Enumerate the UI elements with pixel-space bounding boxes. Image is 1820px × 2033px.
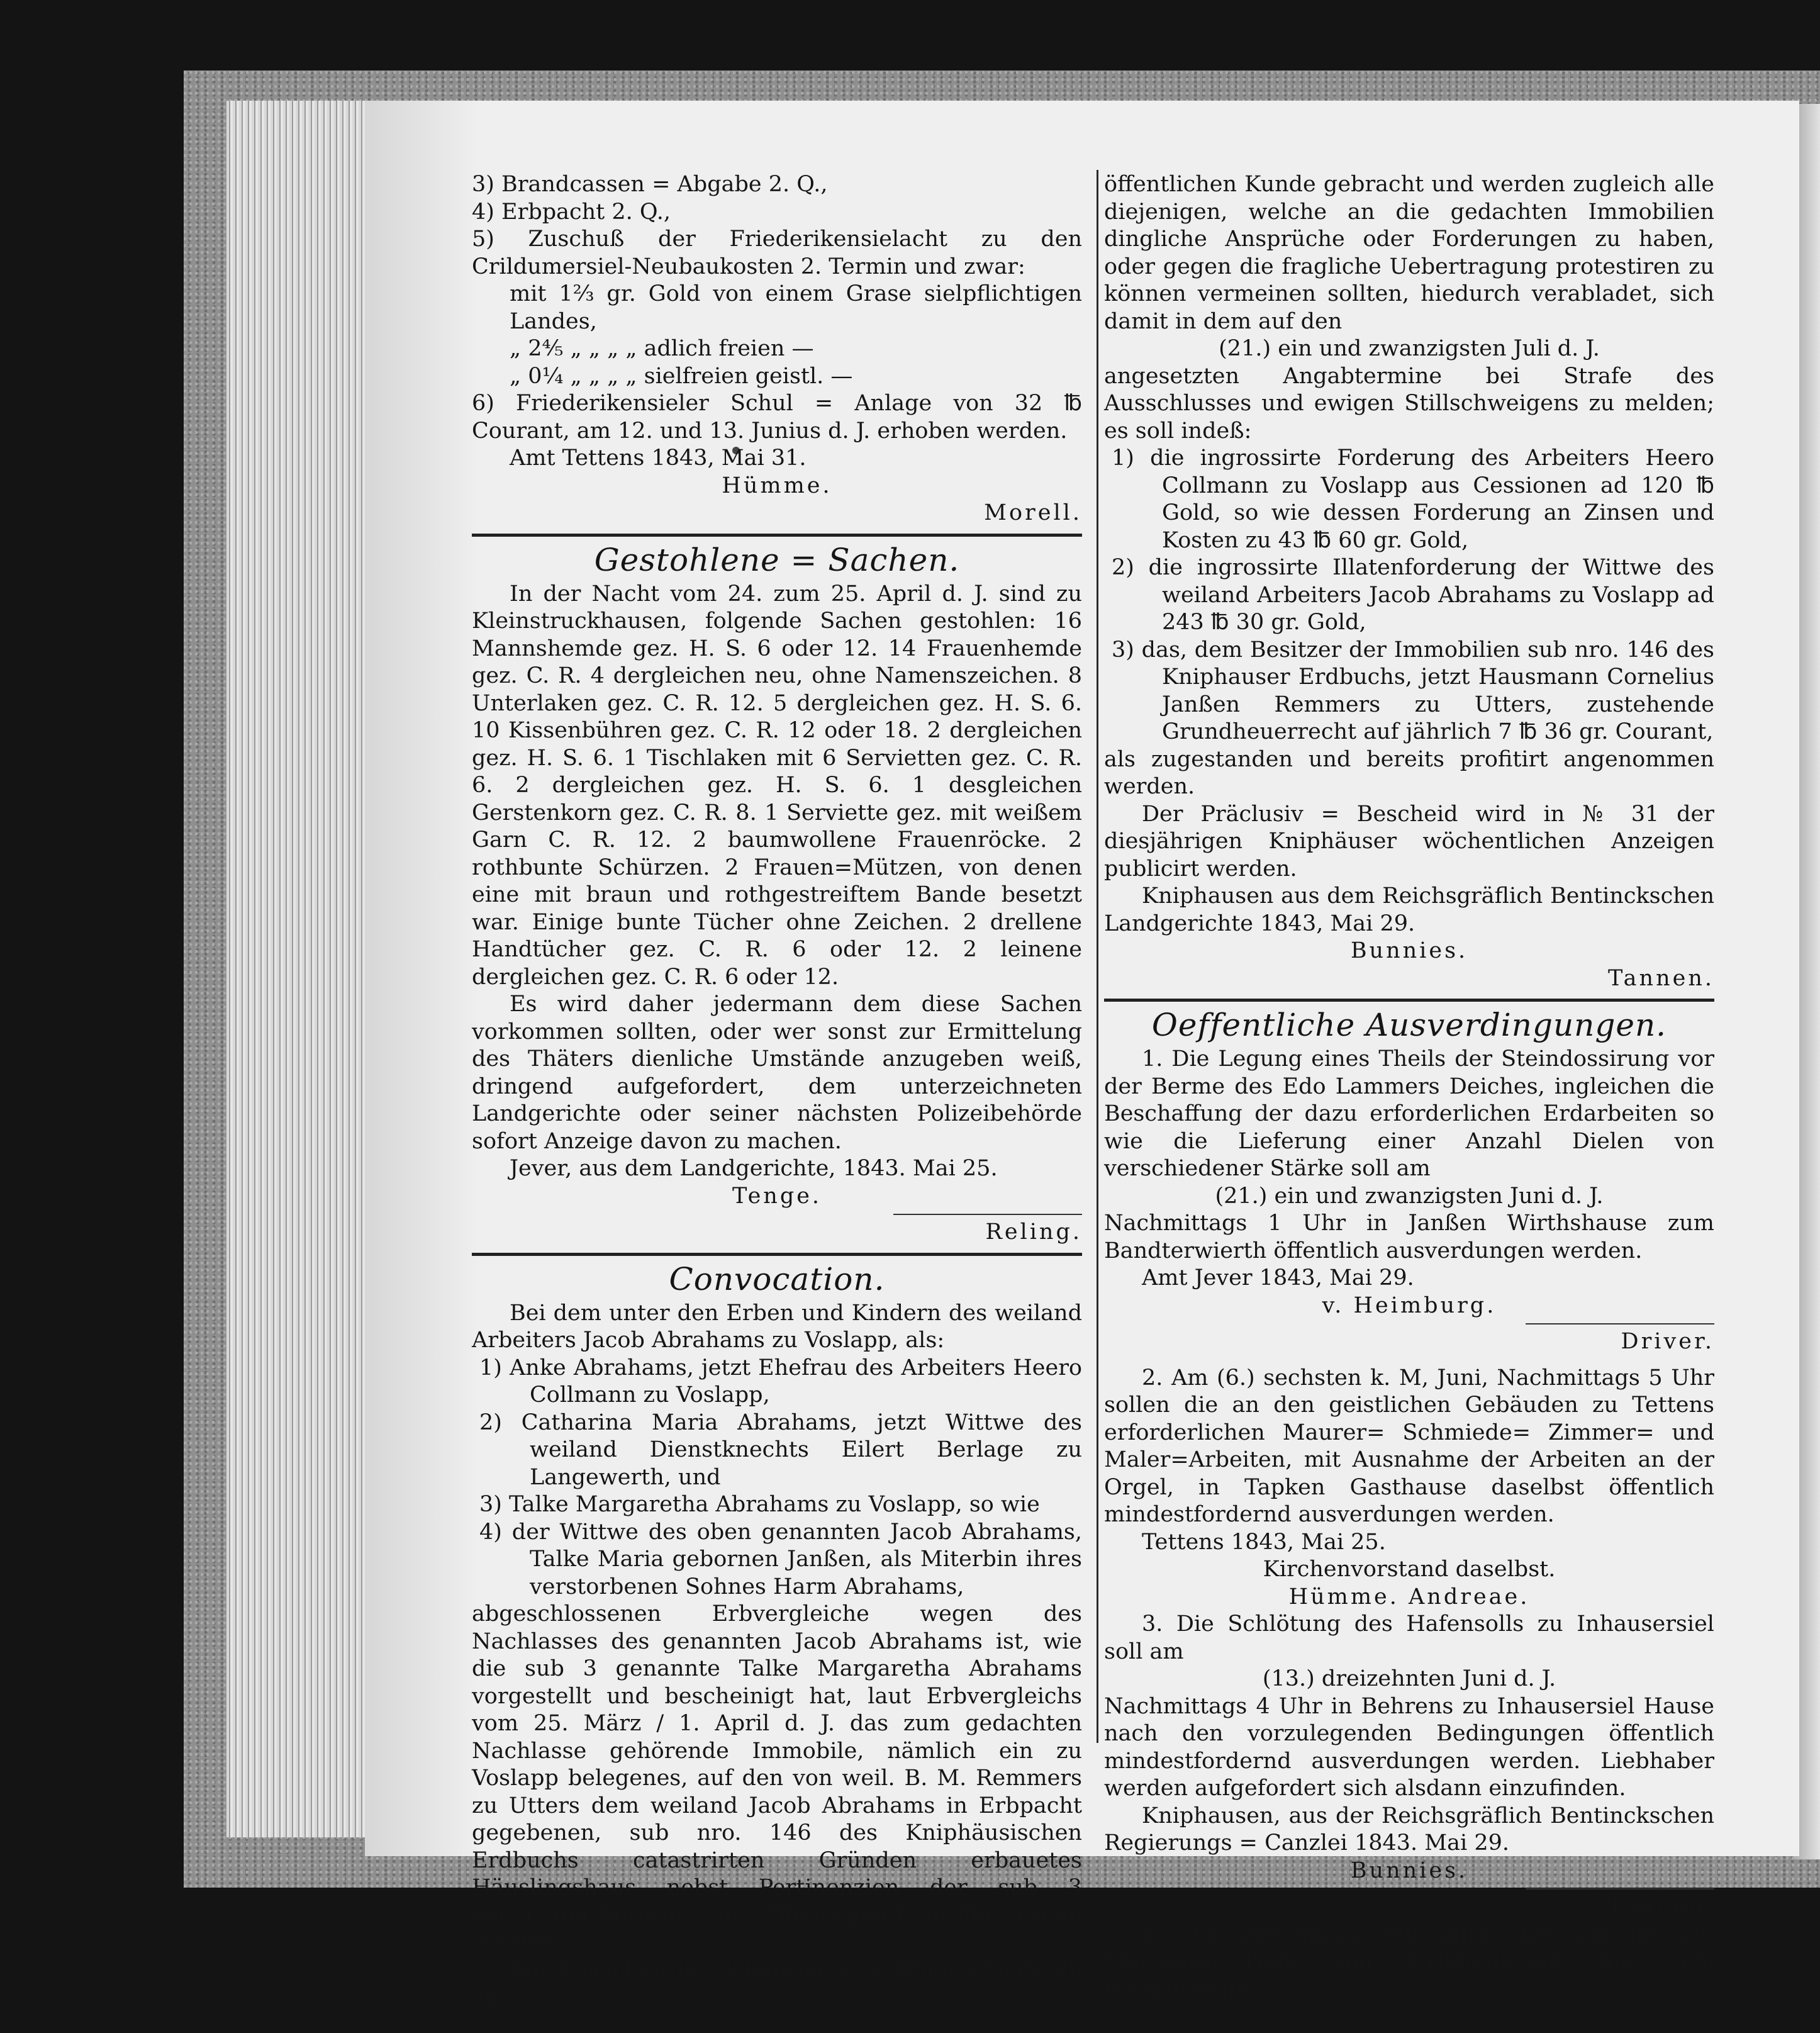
notice-line: 5) Zuschuß der Friederikensielacht zu den Crildumersiel-Neubaukosten 2. Termin und zwar: (472, 227, 1082, 279)
term-date: (21.) ein und zwanzigsten Juli d. J. (1219, 336, 1600, 361)
right-column (1104, 171, 1714, 2003)
list-item: 1) die ingrossirte Forderung des Arbeiters Heero Collmann zu Voslapp aus Cessionen ad 120 ℔ Gold, so wie dessen Forderung an Zinsen und Kosten zu 43 ℔ 60 gr. Gold, (1112, 445, 1714, 553)
paragraph: Auf Ansuchen der letzteren wird Obiges hiedurch zur (472, 1957, 1082, 2010)
place-date: Jever, aus dem Landgerichte, 1843. Mai 25. (510, 1156, 998, 1181)
paragraph: Nachmittags 1 Uhr in Janßen Wirthshause zum Bandterwierth öffentlich ausverdungen werden. (1104, 1211, 1714, 1263)
paragraph: als zugestanden und bereits profitirt angenommen werden. (1104, 746, 1714, 799)
notice-line: „ 2⅘ „ „ „ „ adlich freien — (510, 336, 814, 361)
signature: Kirchenvorstand daselbst. (1263, 1557, 1556, 1582)
paragraph: Nachmittags 4 Uhr in Behrens zu Inhausersiel Hause nach den vorzulegenden Bedingungen öffentlich mindestfordernd ausverdungen werden. Liebhaber werden aufgefordert sich alsdann einzufinden. (1104, 1693, 1714, 1801)
signature: Bunnies. (1350, 1857, 1468, 1883)
paragraph: 1. Die Legung eines Theils der Steindossirung vor der Berme des Edo Lammers Deiches, ingleichen die Beschaffung der dazu erforderlichen Erdarbeiten so wie die Lieferung einer Anzahl Dielen von verschiedener Stärke soll am (1104, 1046, 1714, 1181)
signature: Morell. (984, 500, 1082, 525)
left-column (472, 171, 1082, 2012)
place-date: Amt Jever 1843, Mai 29. (1142, 1265, 1414, 1291)
paragraph: 3. Die Schlötung des Hafensolls zu Inhausersiel soll am (1104, 1611, 1714, 1664)
signature: Tannen. (1608, 1894, 1714, 1919)
paragraph: Es wird daher jedermann dem diese Sachen vorkommen sollten, oder wer sonst zur Ermittelung des Thäters dienliche Umstände anzugeben weiß, dringend aufgefordert, dem unterzeichneten Landgerichte oder seiner nächsten Polizeibehörde sofort Anzeige davon zu machen. (472, 992, 1082, 1154)
signature-rule (1526, 1888, 1714, 1890)
place-date: Kniphausen, aus der Reichsgräflich Bentinckschen Regierungs = Canzlei 1843. Mai 29. (1104, 1803, 1714, 1856)
place-date: Amt Tettens 1843, Mai 31. (510, 445, 807, 471)
paragraph: angesetzten Angabtermine bei Strafe des Ausschlusses und ewigen Stillschweigens zu melden; es soll indeß: (1104, 363, 1714, 444)
signature: Hümme. (722, 473, 832, 498)
term-date: (21.) ein und zwanzigsten Juni d. J. (1215, 1183, 1604, 1209)
paragraph: öffentlichen Kunde gebracht und werden zugleich alle diejenigen, welche an die gedachten Immobilien dingliche Ansprüche oder Forderungen zu haben, oder gegen die fragliche Uebertragung protestiren zu können vermeinen sollten, hiedurch verabladet, sich damit in dem auf den (1104, 172, 1714, 334)
column-divider (1097, 170, 1098, 1743)
signature: Reling. (985, 1219, 1082, 1245)
paragraph: 4. Die zweimalige Reinigung des sogenannten Maihauser=Tiefs von Crildumersiel bis zum Wangerwege, (1104, 1921, 1714, 2002)
notice-line: 3) Brandcassen = Abgabe 2. Q., (472, 172, 828, 197)
section-heading: Oeffentliche Ausverdingungen. (1151, 1007, 1667, 1043)
paragraph: In der Nacht vom 24. zum 25. April d. J. sind zu Kleinstruckhausen, folgende Sachen gestohlen: 16 Mannshemde gez. H. S. 6 oder 12. 14 Frauenhemde gez. C. R. 4 dergleichen neu, ohne Namenszeichen. 8 Unterlaken gez. C. R. 12. 5 dergleichen gez. H. S. 6. 10 Kissenbühren gez. C. R. 12 oder 18. 2 dergleichen gez. H. S. 6. 1 Tischlaken mit 6 Servietten gez. C. R. 6. 2 dergleichen gez. H. S. 6. 1 desgleichen Gerstenkorn gez. C. R. 8. 1 Serviette gez. mit weißem Garn C. R. 12. 2 baumwollene Frauenröcke. 2 rothbunte Schürzen. 2 Frauen=Mützen, von denen eine mit braun und rothgestreiftem Bande besetzt war. Einige bunte Tücher ohne Zeichen. 2 drellene Handtücher gez. C. R. 6 oder 12. 2 leinene dergleichen gez. C. R. 6 oder 12. (472, 581, 1082, 990)
paragraph: Bei dem unter den Erben und Kindern des weiland Arbeiters Jacob Abrahams zu Voslapp, als: (472, 1300, 1082, 1353)
signature: Tenge. (732, 1183, 822, 1209)
paragraph: 2. Am (6.) sechsten k. M, Juni, Nachmittags 5 Uhr sollen die an den geistlichen Gebäuden zu Tettens erforderlichen Maurer= Schmiede= Zimmer= und Maler=Arbeiten, mit Ausnahme der Arbeiten an der Orgel, in Tapken Gasthause daselbst öffentlich mindestfordernd ausverdungen werden. (1104, 1365, 1714, 1527)
list-item: 1) Anke Abrahams, jetzt Ehefrau des Arbeiters Heero Collmann zu Voslapp, (479, 1355, 1082, 1408)
signature: Bunnies. (1350, 938, 1468, 963)
paragraph: Der Präclusiv = Bescheid wird in № 31 der diesjährigen Kniphäuser wöchentlichen Anzeigen publicirt werden. (1104, 801, 1714, 882)
page-edges (226, 101, 371, 1837)
section-rule (472, 534, 1082, 537)
signature-rule (1526, 1323, 1714, 1325)
term-date: (13.) dreizehnten Juni d. J. (1262, 1666, 1556, 1691)
signature-rule (893, 1214, 1082, 1215)
place-date: Tettens 1843, Mai 25. (1142, 1529, 1386, 1555)
signature: Driver. (1621, 1329, 1714, 1354)
signature: Hümme. Andreae. (1288, 1584, 1530, 1610)
notice-line: 4) Erbpacht 2. Q., (472, 199, 671, 225)
newspaper-page (365, 101, 1799, 2010)
list-item: 3) Talke Margaretha Abrahams zu Voslapp, so wie (479, 1492, 1040, 1517)
list-item: 2) die ingrossirte Illatenforderung der Wittwe des weiland Arbeiters Jacob Abrahams zu Voslapp ad 243 ℔ 30 gr. Gold, (1112, 555, 1714, 635)
notice-line: „ 0¼ „ „ „ „ sielfreien geistl. — (510, 363, 853, 389)
place-date: Kniphausen aus dem Reichsgräflich Bentinckschen Landgerichte 1843, Mai 29. (1104, 883, 1714, 936)
section-rule (472, 1253, 1082, 1256)
paragraph: abgeschlossenen Erbvergleiche wegen des Nachlasses des genannten Jacob Abrahams ist, wie die sub 3 genannte Talke Margaretha Abrahams vorgestellt und bescheinigt hat, laut Erbvergleichs vom 25. März / 1. April d. J. das zum gedachten Nachlasse gehörende Immobile, nämlich ein zu Voslapp belegenes, auf den von weil. B. M. Remmers zu Utters dem weiland Jacob Abrahams in Erbpacht gegebenen, sub nro. 146 des Kniphäusischen Erdbuchs catastrirten Gründen erbauetes Häuslingshaus nebst Pertinenzien der sub 3 gedachten Miterbin zum Alleineigenthum übertragen worden. (472, 1601, 1082, 1955)
notice-line: mit 1⅔ gr. Gold von einem Grase sielpflichtigen Landes, (510, 281, 1082, 334)
section-heading: Convocation. (669, 1260, 885, 1297)
section-rule (1104, 999, 1714, 1002)
list-item: 2) Catharina Maria Abrahams, jetzt Wittwe des weiland Dienstknechts Eilert Berlage zu Langewerth, und (479, 1409, 1082, 1490)
signature: v. Heimburg. (1322, 1292, 1497, 1318)
signature: Tannen. (1608, 965, 1714, 991)
notice-line: 6) Friederikensieler Schul = Anlage von 32 ℔ Courant, am 12. und 13. Junius d. J. erhoben werden. (472, 391, 1082, 444)
section-heading: Gestohlene = Sachen. (594, 541, 960, 578)
list-item: 3) das, dem Besitzer der Immobilien sub nro. 146 des Kniphauser Erdbuchs, jetzt Hausmann Cornelius Janßen Remmers zu Utters, zustehende Grundheuerrecht auf jährlich 7 ℔ 36 gr. Courant, (1112, 637, 1714, 744)
list-item: 4) der Wittwe des oben genannten Jacob Abrahams, Talke Maria gebornen Janßen, als Miterbin ihres verstorbenen Sohnes Harm Abrahams, (479, 1519, 1082, 1599)
